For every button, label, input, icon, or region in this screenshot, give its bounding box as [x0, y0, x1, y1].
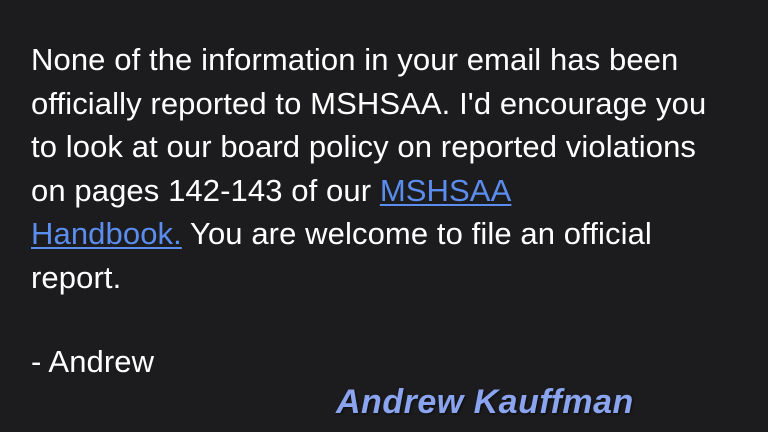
email-message-body	[31, 38, 768, 384]
message-line-5	[31, 212, 768, 256]
message-line-4-text: on pages 142-143 of our	[31, 172, 380, 208]
message-line-6: report.	[31, 259, 122, 295]
handbook-link-part-1[interactable]: MSHSAA	[379, 172, 512, 208]
message-line-4	[31, 169, 768, 213]
name-caption-overlay: Andrew Kauffman	[336, 383, 634, 421]
message-line-5-text: You are welcome to file an official	[181, 216, 652, 251]
handbook-link-part-2[interactable]: Handbook.	[31, 216, 182, 251]
message-signoff: - Andrew	[31, 344, 155, 379]
message-line-3: to look at our board policy on reported violations	[31, 129, 697, 164]
message-line-1: None of the information in your email has been	[31, 42, 679, 77]
message-line-2: officially reported to MSHSAA. I'd encourage you	[31, 85, 707, 121]
blank-line	[31, 299, 768, 340]
